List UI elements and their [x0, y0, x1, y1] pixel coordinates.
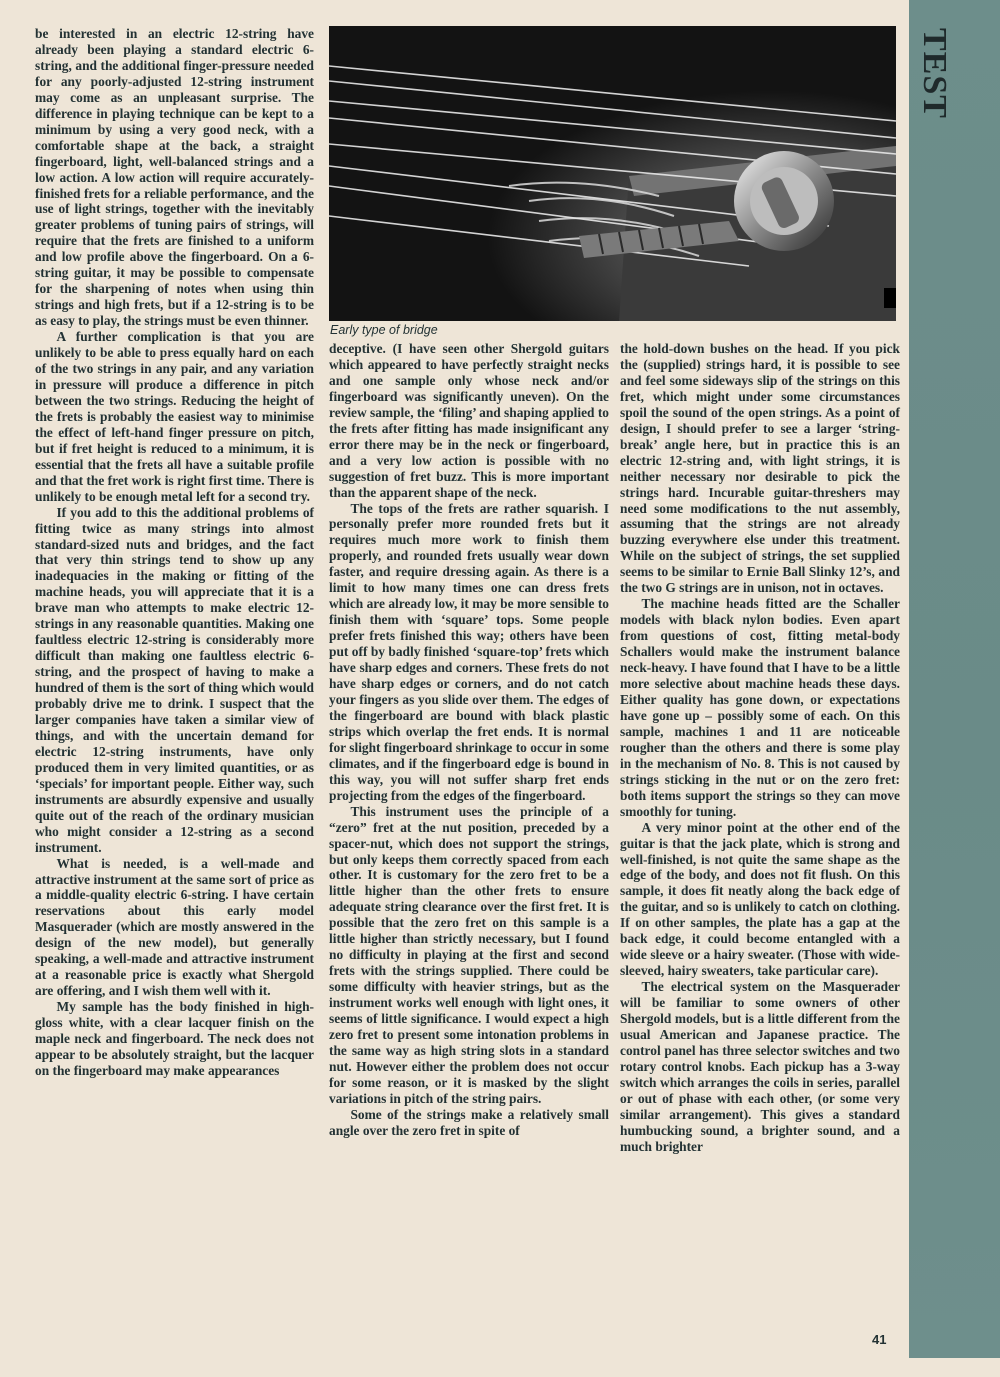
- text-column-3: [620, 341, 900, 1155]
- paragraph: the hold-down bushes on the head. If you pick the (supplied) strings hard, it is possible to see and feel some sideways slip of the strings on this fret, which might under some circumstances spoil the sound of the open strings. As a point of design, I should prefer to see a larger ‘string-break’ angle here, but in practice this is an electric 12-string and, with light strings, it is neither necessary nor desirable to pick the strings hard. Incurable guitar-threshers may need some modifications to the nut assembly, assuming that the strings are not already buzzing everywhere else under this treatment. While on the subject of strings, the set supplied seems to be similar to Ernie Ball Slinky 12’s, and the two G strings are in unison, not in octaves.: [620, 341, 900, 596]
- section-label: TEST: [916, 28, 953, 119]
- paragraph: The electrical system on the Masquerader will be familiar to some owners of other Shergold models, but is a little different from the usual American and Japanese practice. The control panel has three selector switches and two rotary control knobs. Each pickup has a 3-way switch which arranges the coils in series, parallel or out of phase with each other, (or some very similar arrangement). This gives a standard humbucking sound, a brighter sound, and a much brighter: [620, 979, 900, 1154]
- bridge-photo: [329, 26, 896, 321]
- paragraph: The machine heads fitted are the Schaller models with black nylon bodies. Even apart from questions of cost, fitting metal-body Schallers would make the instrument balance neck-heavy. I have found that I have to be a little more selective about machine heads these days. Either quality has gone down, or expectations have gone up – possibly some of each. On this sample, machines 1 and 11 are noticeable rougher than the others and there is some play in the mechanism of No. 8. This is not caused by strings sticking in the nut or on the zero fret: both items support the strings so they can move smoothly for tuning.: [620, 596, 900, 819]
- paragraph: A further complication is that you are unlikely to be able to press equally hard on each of the two strings in any pair, and any variation in pressure will produce a difference in pitch between the two strings. Reducing the height of the frets is probably the easiest way to minimise the effect of left-hand finger pressure on pitch, but if fret height is reduced to a minimum, it is essential that the frets all have a suitable profile and that the fret work is right first time. There is unlikely to be enough metal left for a second try.: [35, 329, 314, 504]
- paragraph: The tops of the frets are rather squarish. I personally prefer more rounded frets but it requires much more work to finish them properly, and rounded frets usually wear down faster, and require dressing again. As there is a limit to how many times one can dress frets which are already low, it may be more sensible to finish them with ‘square’ tops. Some people prefer frets finished this way; others have been put off by badly finished ‘square-top’ frets which have sharp edges and corners. These frets do not have sharp edges or corners, and do not catch your fingers as you slide over them. The edges of the fingerboard are bound with black plastic strips which overlap the fret ends. It is normal for slight fingerboard shrinkage to occur in some climates, and if the fingerboard edge is bound in this way, you will not suffer sharp fret ends projecting from the edges of the fingerboard.: [329, 500, 609, 803]
- paragraph: Some of the strings make a relatively small angle over the zero fret in spite of: [329, 1106, 609, 1138]
- bridge-photo-image: [329, 26, 896, 321]
- text-column-1: [35, 26, 314, 1079]
- paragraph: deceptive. (I have seen other Shergold guitars which appeared to have perfectly straight necks and one sample only whose neck and/or fingerboard was significantly uneven). On the review sample, the ‘filing’ and shaping applied to the frets after fitting has made insignificant any error there may be in the neck or fingerboard, and a very low action is possible with no suggestion of fret buzz. This is more important than the apparent shape of the neck.: [329, 341, 609, 500]
- paragraph: My sample has the body finished in high-gloss white, with a clear lacquer finish on the maple neck and fingerboard. The neck does not appear to be absolutely straight, but the lacquer on the fingerboard may make appearances: [35, 999, 314, 1078]
- text-column-2: [329, 341, 609, 1139]
- paragraph: What is needed, is a well-made and attractive instrument at the same sort of price as a middle-quality electric 6-string. I have certain reservations about this early model Masquerader (which are mostly answered in the design of the new model), but generally speaking, a well-made and attractive instrument at a reasonable price is exactly what Shergold are offering, and I wish them well with it.: [35, 855, 314, 999]
- paragraph: This instrument uses the principle of a “zero” fret at the nut position, preceded by a spacer-nut, which does not support the strings, but only keeps them correctly spaced from each other. It is customary for the zero fret to be a little higher than the other frets to ensure adequate string clearance over the first fret. It is possible that the zero fret on this sample is a little higher than strictly necessary, but I found no difficulty in playing at the first and second frets with the strings supplied. There could be some difficulty with heavier strings, but as the instrument works well enough with light ones, it seems of little significance. I would expect a high zero fret to present some intonation problems in the same way as high string slots in a standard nut. However either the problem does not occur for some reason, or it is masked by the slight variations in pitch of the string pairs.: [329, 803, 609, 1106]
- paragraph: If you add to this the additional problems of fitting twice as many strings into almost standard-sized nuts and bridges, and the fact that very thin strings tend to show up any inadequacies in the making or fitting of the machine heads, you will appreciate that it is a brave man who attempts to make electric 12-strings in any reasonable quantities. Making one faultless electric 12-string is considerably more difficult than making one faultless electric 6-string, and the prospect of having to make a hundred of them is the sort of thing which would probably drive me to drink. I suspect that the larger companies have taken a similar view of things, and with the uncertain demand for electric 12-string instruments, have only produced them in very limited quantities, or as ‘specials’ for important people. Either way, such instruments are absurdly expensive and usually quite out of the reach of the ordinary musician who might consider a 12-string as a second instrument.: [35, 504, 314, 855]
- photo-caption: Early type of bridge: [330, 323, 438, 337]
- paragraph: be interested in an electric 12-string have already been playing a standard electric 6-string, and the additional finger-pressure needed for any poorly-adjusted 12-string instrument may come as an unpleasant surprise. The difference in playing technique can be kept to a minimum by using a very good neck, with a comfortable shape at the back, a straight fingerboard, light, well-balanced strings and a low action. A low action will require accurately-finished frets for a reliable performance, and the use of light strings, together with the inevitably greater problems of tuning pairs of strings, will require that the frets are finished to a uniform and low profile above the fingerboard. On a 6-string guitar, it may be possible to compensate for the sharpening of notes when using thin strings and high frets, but if a 12-string is to be as easy to play, the strings must be even thinner.: [35, 26, 314, 329]
- section-sidebar: [909, 0, 1000, 1358]
- page-number: 41: [872, 1332, 887, 1347]
- paragraph: A very minor point at the other end of the guitar is that the jack plate, which is strong and well-finished, is not quite the same shape as the edge of the body, and does not fit flush. On this sample, it does fit neatly along the back edge of the guitar, and so is unlikely to catch on clothing. If on other samples, the plate has a gap at the back edge, it could become entangled with a wide sleeve or a hairy sweater. (Those with wide-sleeved, hairy sweaters, take particular care).: [620, 819, 900, 979]
